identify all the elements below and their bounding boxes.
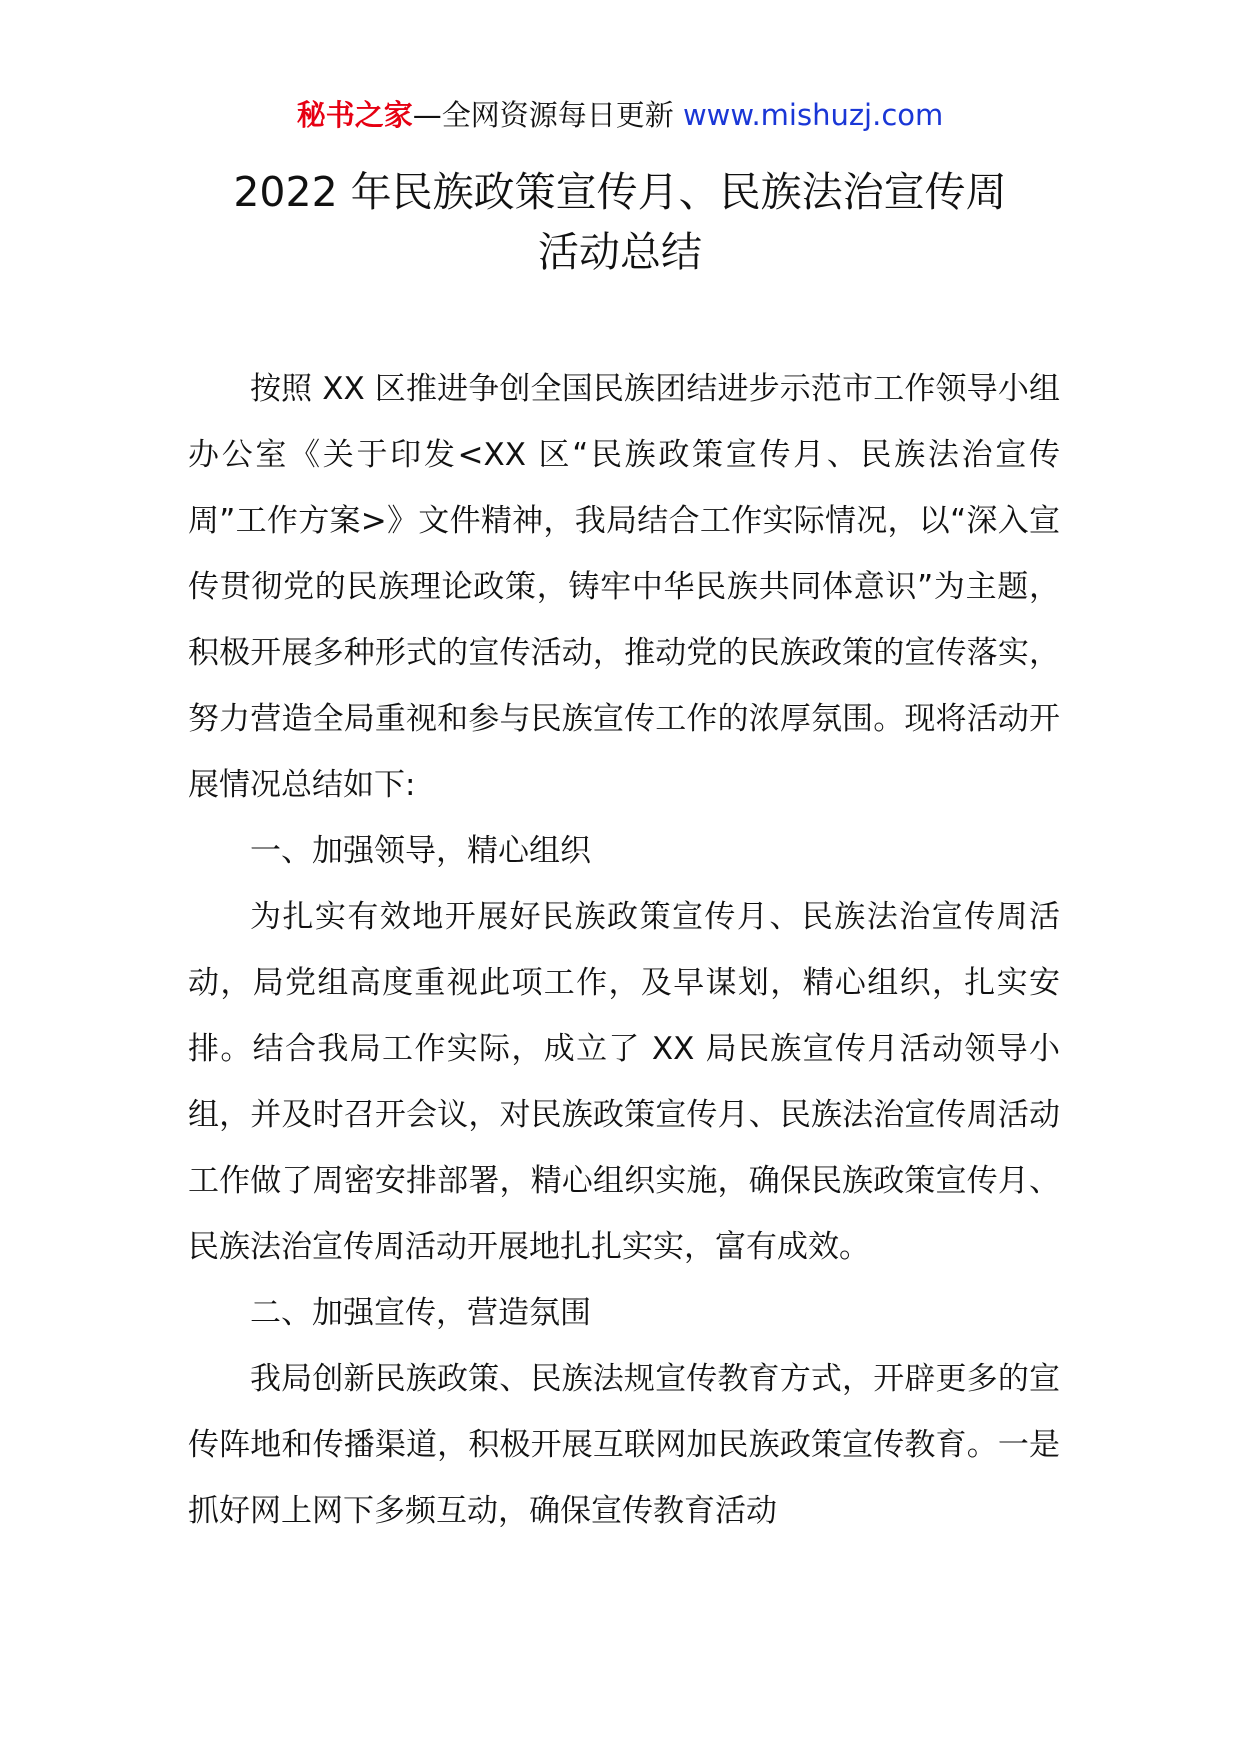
section-2-paragraph: 我局创新民族政策、民族法规宣传教育方式，开辟更多的宣传阵地和传播渠道，积极开展互联网加民族政策宣传教育。一是抓好网上网下多频互动，确保宣传教育活动	[188, 1361, 1060, 1529]
section-1-heading: 一、加强领导，精心组织	[250, 833, 591, 869]
title-line-1: 2022 年民族政策宣传月、民族法治宣传周	[233, 168, 1007, 216]
header-tagline: —全网资源每日更新	[412, 98, 683, 132]
title-line-2: 活动总结	[538, 228, 702, 276]
site-header	[0, 98, 1240, 133]
document-title	[0, 162, 1240, 282]
document-body	[188, 356, 1060, 1544]
site-url[interactable]: www.mishuzj.com	[682, 98, 944, 132]
brand-name: 秘书之家	[296, 98, 413, 132]
intro-paragraph: 按照 XX 区推进争创全国民族团结进步示范市工作领导小组办公室《关于印发<XX 区“民族政策宣传月、民族法治宣传周”工作方案>》文件精神，我局结合工作实际情况，以“深入宣传贯彻党的民族理论政策，铸牢中华民族共同体意识”为主题，积极开展多种形式的宣传活动，推动党的民族政策的宣传落实，努力营造全局重视和参与民族宣传工作的浓厚氛围。现将活动开展情况总结如下:	[188, 371, 1060, 803]
section-1-paragraph: 为扎实有效地开展好民族政策宣传月、民族法治宣传周活动，局党组高度重视此项工作，及早谋划，精心组织，扎实安排。结合我局工作实际，成立了 XX 局民族宣传月活动领导小组，并及时召开会议，对民族政策宣传月、民族法治宣传周活动工作做了周密安排部署，精心组织实施，确保民族政策宣传月、民族法治宣传周活动开展地扎扎实实，富有成效。	[188, 899, 1060, 1265]
section-2-heading: 二、加强宣传，营造氛围	[250, 1295, 591, 1331]
